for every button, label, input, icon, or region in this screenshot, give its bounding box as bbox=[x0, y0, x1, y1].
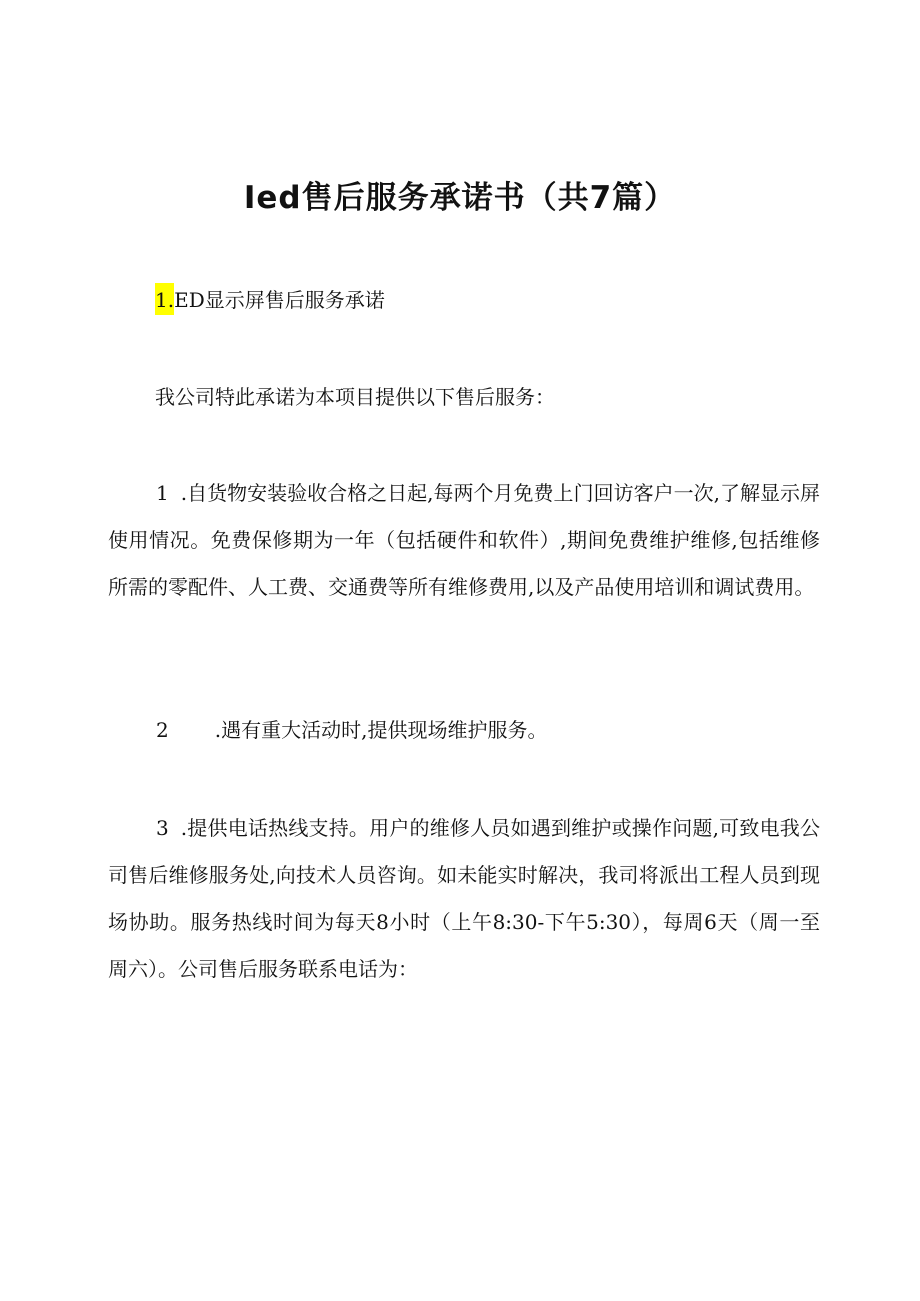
item-number: 3 bbox=[156, 816, 169, 840]
item-number: 2 bbox=[156, 718, 169, 742]
service-item-1 bbox=[108, 470, 820, 611]
intro-paragraph: 我公司特此承诺为本项目提供以下售后服务： bbox=[155, 385, 555, 409]
document-title: Ied售后服务承诺书（共7篇） bbox=[243, 180, 677, 216]
item-number: 1 bbox=[156, 481, 169, 505]
service-item-3 bbox=[108, 805, 820, 993]
highlighted-text: 1. bbox=[155, 283, 174, 315]
item-text: .提供电话热线支持。用户的维修人员如遇到维护或操作问题,可致电我公司售后维修服务处,向技术人员咨询。如未能实时解决，我司将派出工程人员到现场协助。服务热线时间为每天8小时（上午8:30-下午5:30），每周6天（周一至周六）。公司售后服务联系电话为： bbox=[108, 816, 820, 981]
section-heading-text: ED显示屏售后服务承诺 bbox=[174, 288, 385, 312]
item-text: .遇有重大活动时,提供现场维护服务。 bbox=[214, 718, 548, 742]
section-heading bbox=[155, 283, 385, 315]
service-item-2 bbox=[108, 707, 820, 754]
item-text: .自货物安装验收合格之日起,每两个月免费上门回访客户一次,了解显示屏使用情况。免费保修期为一年（包括硬件和软件）,期间免费维护维修,包括维修所需的零配件、人工费、交通费等所有维修费用,以及产品使用培训和调试费用。 bbox=[108, 481, 820, 599]
